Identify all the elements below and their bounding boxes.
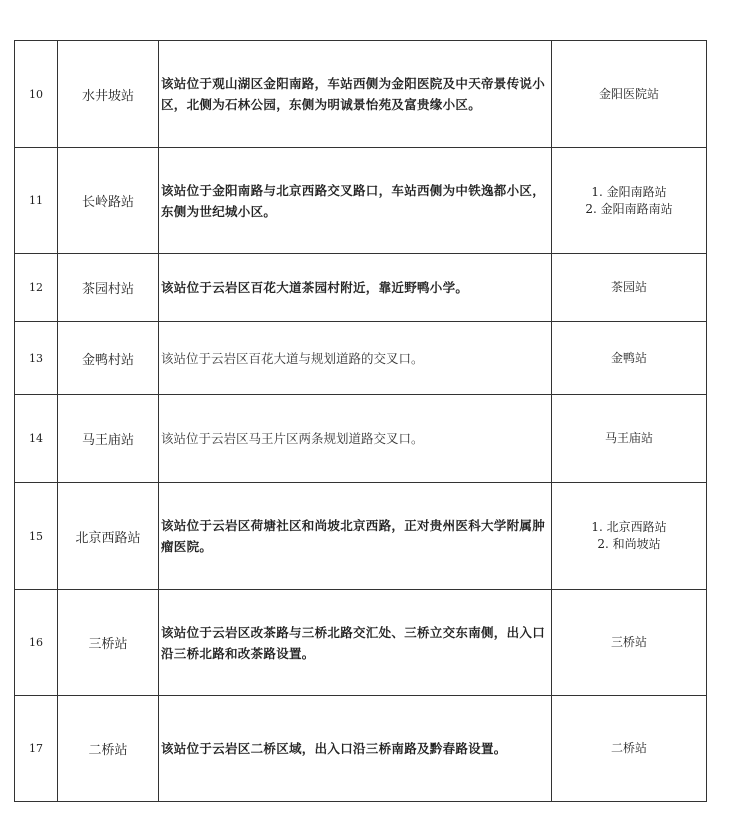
station-name: 水井坡站 [58, 41, 159, 148]
station-description: 该站位于云岩区百花大道茶园村附近，靠近野鸭小学。 [159, 254, 552, 322]
table-row [15, 483, 707, 590]
table-row [15, 590, 707, 696]
table-row [15, 41, 707, 148]
station-name: 金鸭村站 [58, 322, 159, 395]
former-name-line: 2. 和尚坡站 [597, 537, 661, 551]
station-name: 长岭路站 [58, 148, 159, 254]
station-name: 马王庙站 [58, 395, 159, 483]
station-former-name [552, 322, 707, 395]
station-number: 14 [15, 395, 58, 483]
station-name: 三桥站 [58, 590, 159, 696]
former-name-line: 马王庙站 [604, 431, 653, 445]
station-former-name [552, 148, 707, 254]
station-number: 10 [15, 41, 58, 148]
station-former-name [552, 483, 707, 590]
former-name-line: 金鸭站 [610, 350, 647, 365]
table-row [15, 696, 707, 802]
station-description: 该站位于云岩区二桥区域，出入口沿三桥南路及黔春路设置。 [159, 696, 552, 802]
station-number: 16 [15, 590, 58, 696]
table-row [15, 148, 707, 254]
station-description: 该站位于云岩区改茶路与三桥北路交汇处、三桥立交东南侧，出入口沿三桥北路和改茶路设置。 [159, 590, 552, 696]
former-name-line: 2. 金阳南路南站 [585, 201, 673, 216]
table-row [15, 395, 707, 483]
table-row [15, 322, 707, 395]
station-number: 17 [15, 696, 58, 802]
station-description: 该站位于云岩区马王片区两条规划道路交叉口。 [159, 395, 552, 483]
station-name: 北京西路站 [58, 483, 159, 590]
former-name-line: 1. 金阳南路站 [591, 184, 667, 199]
former-name-line: 二桥站 [610, 741, 647, 755]
station-former-name [552, 41, 707, 148]
station-number: 13 [15, 322, 58, 395]
former-name-line: 金阳医院站 [598, 86, 659, 101]
station-table [14, 40, 707, 802]
station-table-body [15, 41, 707, 802]
former-name-line: 茶园站 [610, 280, 647, 294]
station-former-name [552, 590, 707, 696]
station-name: 茶园村站 [58, 254, 159, 322]
table-row [15, 254, 707, 322]
former-name-line: 1. 北京西路站 [591, 520, 667, 534]
station-description: 该站位于观山湖区金阳南路，车站西侧为金阳医院及中天帝景传说小区，北侧为石林公园，东侧为明诚景怡苑及富贵缘小区。 [159, 41, 552, 148]
station-former-name [552, 395, 707, 483]
station-number: 15 [15, 483, 58, 590]
station-number: 12 [15, 254, 58, 322]
station-description: 该站位于云岩区荷塘社区和尚坡北京西路，正对贵州医科大学附属肿瘤医院。 [159, 483, 552, 590]
station-description: 该站位于云岩区百花大道与规划道路的交叉口。 [159, 322, 552, 395]
former-name-line: 三桥站 [610, 635, 647, 649]
station-former-name [552, 696, 707, 802]
station-description: 该站位于金阳南路与北京西路交叉路口，车站西侧为中铁逸都小区，东侧为世纪城小区。 [159, 148, 552, 254]
station-name: 二桥站 [58, 696, 159, 802]
station-number: 11 [15, 148, 58, 254]
station-former-name [552, 254, 707, 322]
